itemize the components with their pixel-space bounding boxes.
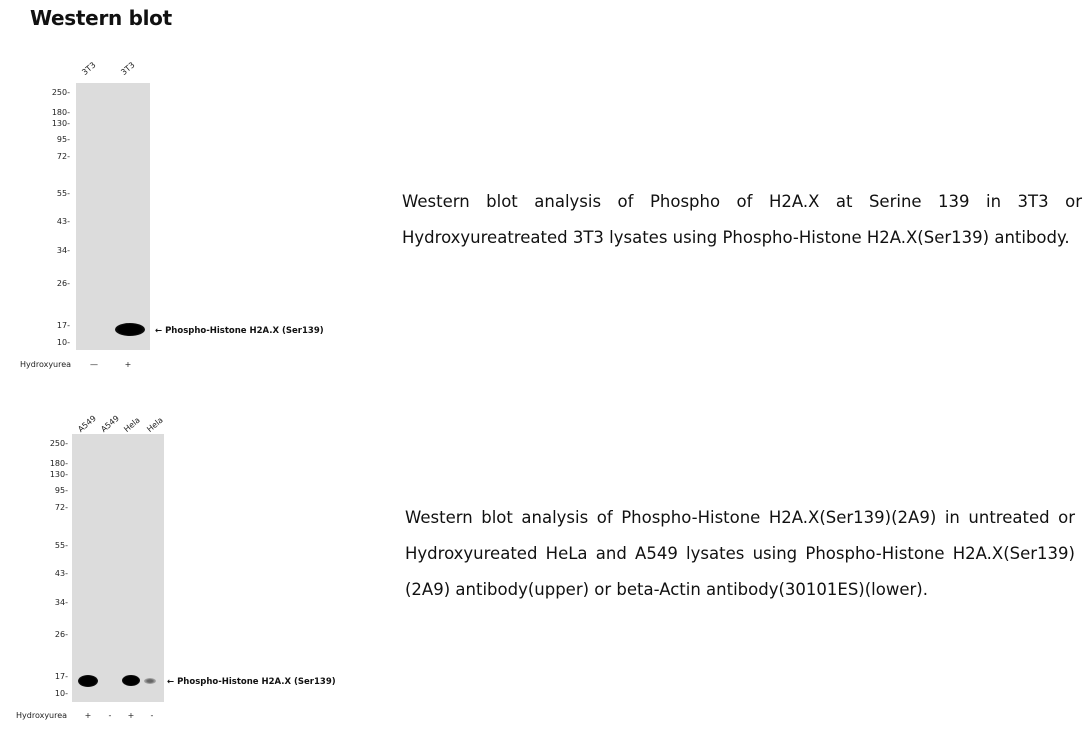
mw-marker: 180- [49, 459, 68, 468]
mw-marker: 180- [51, 108, 70, 117]
mw-marker: 43- [54, 569, 68, 578]
mw-marker: 55- [54, 541, 68, 550]
mw-marker: 34- [54, 598, 68, 607]
mw-marker: 17- [56, 321, 70, 330]
mw-marker: 26- [56, 279, 70, 288]
treatment-sign: + [84, 711, 92, 720]
protein-band [78, 675, 98, 687]
western-blot-2 [0, 405, 380, 730]
lane-label: A549 [76, 413, 98, 434]
treatment-sign: + [124, 360, 132, 369]
mw-marker: 55- [56, 189, 70, 198]
mw-marker: 10- [54, 689, 68, 698]
mw-marker: 130- [49, 470, 68, 479]
treatment-label: Hydroxyurea [16, 711, 68, 720]
treatment-sign: + [127, 711, 135, 720]
lane-label: Hela [145, 415, 165, 434]
blot-2-caption: Western blot analysis of Phospho-Histone H2A.X(Ser139)(2A9) in untreated or Hydroxyureated HeLa and A549 lysates using Phospho-Histone H2A.X(Ser139)(2A9) antibody(upper) or beta-Actin antibody(30101ES)(lower). [405, 508, 1075, 599]
mw-marker: 17- [54, 672, 68, 681]
treatment-sign: — [90, 360, 98, 369]
mw-marker: 250- [51, 88, 70, 97]
mw-marker: 43- [56, 217, 70, 226]
lane-label: 3T3 [80, 60, 98, 77]
mw-marker: 95- [54, 486, 68, 495]
treatment-label: Hydroxyurea [20, 360, 72, 369]
protein-band [144, 678, 156, 684]
protein-band [115, 323, 145, 336]
mw-marker: 250- [49, 439, 68, 448]
blot-membrane [76, 83, 150, 350]
mw-marker: 130- [51, 119, 70, 128]
band-label: ← Phospho-Histone H2A.X (Ser139) [155, 326, 324, 336]
section-title: Western blot [30, 6, 172, 30]
lane-label: 3T3 [119, 60, 137, 77]
mw-marker: 72- [54, 503, 68, 512]
treatment-sign: - [108, 711, 112, 720]
lane-label: A549 [99, 413, 121, 434]
mw-marker: 95- [56, 135, 70, 144]
western-blot-1 [0, 60, 380, 380]
lane-label: Hela [122, 415, 142, 434]
mw-marker: 34- [56, 246, 70, 255]
mw-marker: 26- [54, 630, 68, 639]
treatment-sign: - [150, 711, 154, 720]
mw-marker: 72- [56, 152, 70, 161]
band-label: ← Phospho-Histone H2A.X (Ser139) [167, 677, 336, 687]
blot-membrane [72, 434, 164, 702]
mw-marker: 10- [56, 338, 70, 347]
blot-1-caption: Western blot analysis of Phospho of H2A.X at Serine 139 in 3T3 or Hydroxyureatreated 3T3 lysates using Phospho-Histone H2A.X(Ser139) antibody. [402, 192, 1082, 247]
protein-band [122, 675, 140, 686]
